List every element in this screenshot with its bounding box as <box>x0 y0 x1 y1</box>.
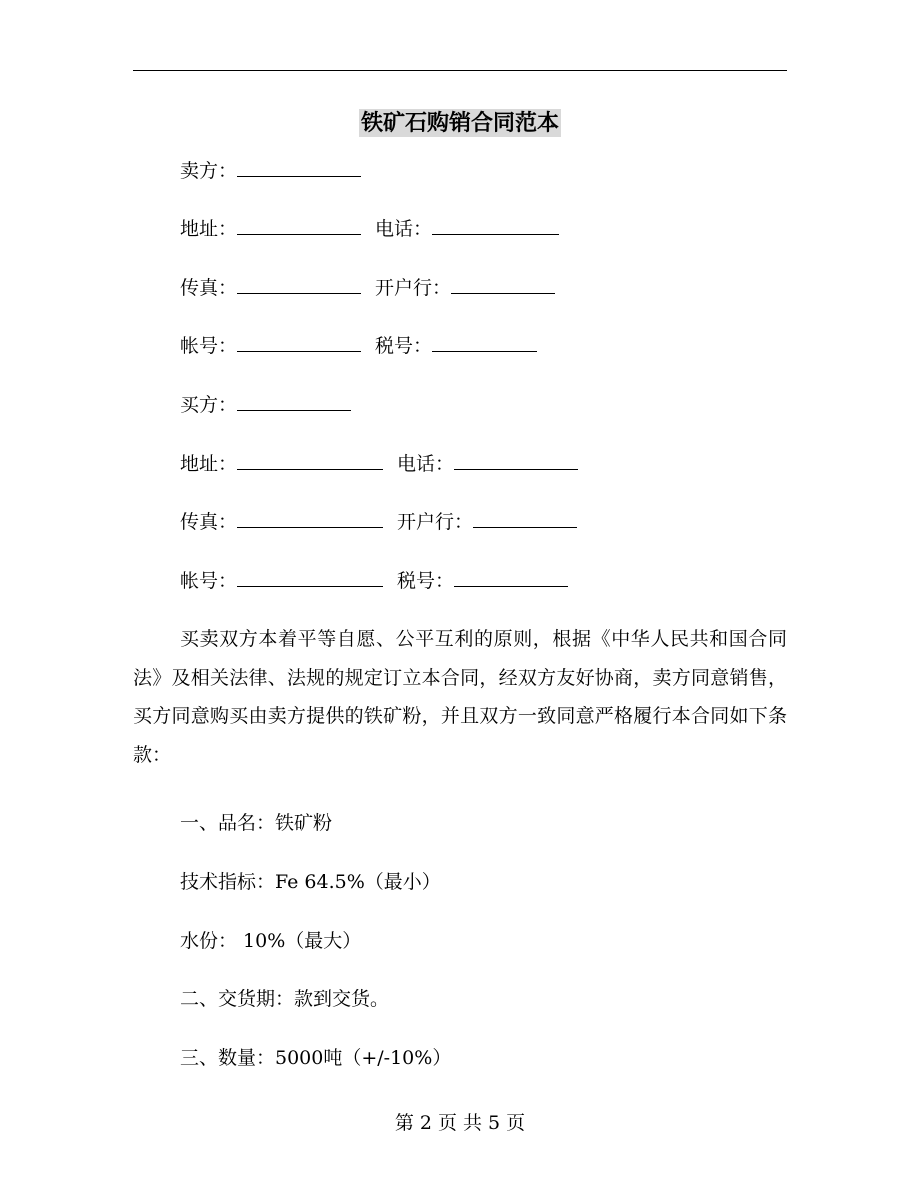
intro-paragraph: 买卖双方本着平等自愿、公平互利的原则，根据《中华人民共和国合同法》及相关法律、法规的规定订立本合同，经双方友好协商，卖方同意销售，买方同意购买由卖方提供的铁矿粉，并且双方一致同意严格履行本合同如下条款： <box>133 628 787 766</box>
clause-tech-spec: 技术指标：Fe 64.5%（最小） <box>180 871 441 893</box>
seller-blank[interactable] <box>237 158 361 177</box>
buyer-address-label: 地址： <box>180 453 238 475</box>
seller-address-line <box>180 214 559 244</box>
seller-bank-blank[interactable] <box>451 275 555 294</box>
seller-fax-blank[interactable] <box>237 275 361 294</box>
buyer-phone-label: 电话： <box>397 453 455 475</box>
seller-phone-label: 电话： <box>375 218 433 240</box>
seller-fax-label: 传真： <box>180 277 238 299</box>
buyer-fax-line <box>180 507 577 537</box>
buyer-line <box>180 390 351 420</box>
seller-tax-label: 税号： <box>375 335 433 357</box>
seller-fax-line <box>180 273 555 303</box>
buyer-label: 买方： <box>180 394 238 416</box>
buyer-address-blank[interactable] <box>237 451 383 470</box>
buyer-account-line <box>180 566 568 596</box>
seller-address-label: 地址： <box>180 218 238 240</box>
clause-quantity: 三、数量：5000吨（+/-10%） <box>180 1047 452 1069</box>
seller-account-label: 帐号： <box>180 335 238 357</box>
page-number-footer: 第 2 页 共 5 页 <box>394 1112 526 1134</box>
clause-moisture: 水份： 10%（最大） <box>180 930 362 952</box>
seller-address-blank[interactable] <box>237 216 361 235</box>
clause-delivery: 二、交货期：款到交货。 <box>180 988 390 1010</box>
seller-bank-label: 开户行： <box>375 277 452 299</box>
buyer-address-line <box>180 449 578 479</box>
header-rule <box>133 70 787 71</box>
buyer-account-blank[interactable] <box>237 568 383 587</box>
seller-tax-blank[interactable] <box>432 333 537 352</box>
buyer-tax-label: 税号： <box>397 570 455 592</box>
seller-line <box>180 156 361 186</box>
document-title: 铁矿石购销合同范本 <box>360 110 559 136</box>
buyer-fax-blank[interactable] <box>237 509 383 528</box>
clause-product: 一、品名：铁矿粉 <box>180 812 333 834</box>
seller-account-line <box>180 331 537 361</box>
buyer-bank-label: 开户行： <box>397 511 474 533</box>
buyer-account-label: 帐号： <box>180 570 238 592</box>
buyer-blank[interactable] <box>237 392 351 411</box>
buyer-fax-label: 传真： <box>180 511 238 533</box>
seller-phone-blank[interactable] <box>432 216 559 235</box>
seller-account-blank[interactable] <box>237 333 361 352</box>
buyer-phone-blank[interactable] <box>454 451 578 470</box>
seller-label: 卖方： <box>180 160 238 182</box>
buyer-tax-blank[interactable] <box>454 568 568 587</box>
buyer-bank-blank[interactable] <box>473 509 577 528</box>
